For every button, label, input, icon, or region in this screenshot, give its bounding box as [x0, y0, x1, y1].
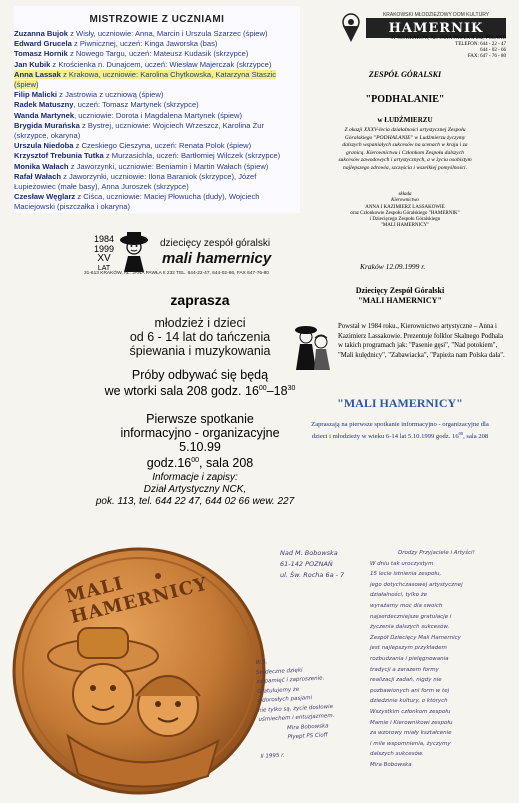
kids-mascot-icon	[292, 322, 334, 372]
hamernik-body: Z okazji XXXV-lecia działalności artystycznej Zespołu Góralskiego "PODHALANIE" w Ludźmierzu życzymy dalszych wspaniałych sukcesów na scenach w kraju i za granicą. Kierownictwu i Członkom Zespołu dalszych sukcesów zawodowych i artystycznych, a w życiu osobistym najlepszego zdrowia, szczęścia i wszelkiej pomyślności.	[338, 127, 472, 171]
hamernik-top-small: KRAKOWSKI MŁODZIEŻOWY DOM KULTURY	[382, 12, 490, 18]
mali-invite-sup: 00	[458, 431, 464, 436]
note-left-4: Gratulujemy że	[256, 686, 300, 695]
master-name: Brygida Murańska	[14, 120, 80, 130]
master-entry	[14, 172, 300, 192]
note-right-line: najserdeczniejsze gratulacje i	[370, 613, 452, 620]
note-left-6: nie tylko są, życie dosłowie	[257, 703, 334, 714]
note-right-line: Zespół Dziecięcy Mali Hamernicy	[370, 634, 461, 641]
note-right-line: dalszych sukcesów.	[370, 751, 424, 758]
master-entry	[14, 39, 300, 49]
master-entry	[14, 162, 300, 172]
poster-m4b: , sala 208	[199, 456, 254, 471]
masters-lines	[14, 29, 300, 213]
note-right-line: Mamie i Kierownikowi zespołu	[370, 719, 453, 726]
master-entry	[14, 111, 300, 121]
master-students: z Nowego Targu, uczeń: Mateusz Kudasik (skrzypce)	[67, 49, 249, 59]
hamernik-letter	[330, 12, 510, 282]
poster-i2: Dział Artystyczny NCK,	[143, 484, 247, 495]
master-name: Filip Malicki	[14, 90, 58, 100]
master-name: Wanda Martynek	[14, 110, 75, 120]
master-students: , uczeń: Tomasz Martynek (skrzypce)	[73, 100, 199, 110]
master-students: z Ciśca, uczniowie: Maciej Płowucha (dudy), Wojciech Maciejowski (piszczałka i okaryna)	[14, 192, 260, 212]
poster-p2	[80, 382, 320, 398]
note-left-10: II 1995 r.	[260, 752, 285, 760]
poster-m4	[80, 454, 320, 470]
note-addr-3: ul. Św. Rocha 6a - 7	[280, 571, 345, 579]
poster	[10, 222, 320, 532]
note-right-line: działalności, tylko że	[370, 592, 428, 599]
note-right-line: W dniu tak uroczystym	[370, 560, 434, 567]
medal-image	[8, 536, 270, 798]
master-entry	[14, 141, 300, 151]
master-entry	[14, 90, 300, 100]
poster-m2: informacyjno - organizacyjne	[120, 426, 280, 440]
master-students: z Jaworzynki, uczniowie: Ilona Baraniok (skrzypce), Józef Łupieżowiec (małe basy), Anna Juroszek (skrzypce)	[14, 171, 257, 192]
master-name: Krzysztof Trebunia Tutka	[14, 151, 104, 161]
hamernik-sign2: oraz Członkowie Zespołu Góralskiego "HAMERNIK"	[350, 211, 460, 216]
masters-title: MISTRZOWIE Z UCZNIAMI	[89, 14, 225, 25]
master-entry	[14, 29, 300, 39]
master-entry	[14, 192, 300, 212]
hamernik-sign3: i Dziecięcego Zespołu Góralskiego	[369, 217, 441, 222]
master-name: Zuzanna Bujok	[14, 29, 69, 38]
note-right-line: Mira Bobowska	[370, 761, 412, 768]
poster-rehearsal	[80, 368, 320, 398]
master-entry	[14, 49, 300, 59]
poster-m4-text: godz.16	[146, 456, 192, 471]
master-name: Urszula Niedoba	[14, 141, 74, 151]
mali-invite-text: Zapraszają na pierwsze spotkanie informacyjno - organizacyjne dla dzieci i młodzieży w wieku 6-14 lat 5.10.1999 godz. 16	[311, 421, 489, 441]
poster-i1: Informacje i zapisy:	[152, 472, 238, 483]
hamernik-heading2: "PODHALANIE"	[365, 94, 445, 105]
poster-m4-sup: 00	[191, 457, 200, 464]
note-addr-1: Nad M. Bobowska	[280, 549, 338, 557]
poster-l3: śpiewania i muzykowania	[129, 344, 271, 358]
poster-years-end: 1999	[93, 244, 115, 254]
master-entry	[14, 70, 300, 90]
note-right-line: realizacji zadań, nigdy nie	[370, 677, 442, 684]
master-entry	[14, 100, 300, 110]
note-right-line: życzenia dalszych sukcesów.	[370, 624, 450, 631]
poster-org1: dziecięcy zespół góralski	[160, 238, 271, 249]
notes-left	[255, 653, 372, 762]
poster-p2b: –18	[266, 384, 288, 399]
note-left-5: z dorosłych pasjami	[257, 695, 313, 704]
hamernik-date: Kraków 12.09.1999 r.	[360, 262, 426, 271]
mali-title1: Dziecięcy Zespół Góralski	[355, 286, 445, 295]
mali-big: "MALI HAMERNICY"	[337, 396, 463, 410]
note-left-8: Mira Bobowska	[286, 722, 329, 731]
note-left-3: za pamięć i zaproszenie.	[256, 675, 325, 685]
mali-invite	[310, 420, 490, 441]
note-right-line: Wszystkim członkom zespołu	[370, 708, 451, 715]
poster-l2: od 6 - 14 lat do tańczenia	[129, 330, 271, 344]
master-name: Anna Lassak	[14, 69, 61, 79]
master-name: Tomasz Hornik	[14, 49, 68, 59]
note-right-line: rozbudzania i pielęgnowania	[370, 655, 449, 662]
mali-invite-b: , sala 208	[463, 433, 489, 441]
master-students: z Jaworzynki, uczniowie: Beniamin i Martin Wałach (śpiew)	[68, 161, 269, 171]
note-right-line: tradycji a zarazem formy	[370, 666, 439, 673]
master-students: z Czeskiego Cieszyna, uczeń: Renata Polok (śpiew)	[73, 141, 252, 151]
poster-address: 31-613 KRAKÓW, AL. JANA PAWŁA II 232 TEL. 644-22-47, 644-02-66, FAX 647-76-80	[84, 271, 269, 276]
boy-mascot-icon	[116, 230, 152, 274]
note-right-line: dziedzinie kultury, o których	[370, 698, 448, 705]
poster-m3: 5.10.99	[179, 440, 221, 454]
poster-roman: XV	[97, 253, 111, 264]
hamernik-name	[366, 18, 506, 38]
poster-p2-text: we wtorki sala 208 godz. 16	[104, 384, 259, 399]
master-students: z Krościenka n. Dunajcem, uczeń: Wiesław Majerczak (skrzypce)	[50, 59, 272, 69]
note-right-line: 15 lecie istnienia zespołu,	[370, 571, 442, 578]
note-right-line: pozbawionych ani form w tej	[370, 687, 450, 694]
poster-i3: pok. 113, tel. 644 22 47, 644 02 66 wew. 227	[95, 496, 295, 507]
note-right-line: za wzorowy miały kształcenie	[370, 730, 452, 737]
note-right-line: jego dotychczasowej artystycznej	[370, 581, 463, 588]
note-left-7: uśmiechem i entuzjazmem.	[258, 712, 335, 723]
masters-list	[14, 6, 300, 213]
poster-p2-sup: 00	[258, 385, 267, 392]
poster-org2: mali hamernicy	[162, 250, 272, 267]
master-name: Edward Grucela	[14, 39, 72, 49]
master-name: Monika Wałach	[14, 161, 69, 171]
hamernik-fax: FAX: 647 - 76 - 80	[467, 54, 506, 59]
poster-m1: Pierwsze spotkanie	[146, 412, 254, 426]
medal-text: MALI HAMERNICY	[63, 572, 211, 628]
hamernik-sign1: ANNA I KAZIMIERZ LASSAKOWIE	[365, 205, 445, 210]
poster-invites: zaprasza	[170, 292, 230, 308]
master-students: z Murzasichla, uczeń: Bartłomiej Wilczek (skrzypce)	[103, 151, 281, 161]
poster-years-start: 1984	[93, 234, 115, 244]
hamernik-sign4: "MALI HAMERNICY"	[380, 223, 430, 228]
mali-body: Powstał w 1984 roku., Kierownictwo artystyczne – Anna i Kazimierz Lassakowie. Prezentuje folklor Skalnego Podhala w takich programach jak: "Pasenie gęsi", "Nad potokiem", "Mali kulędnicy", "Zabawiacka", "Papieża nam Polska dała".	[338, 323, 505, 359]
master-name: Radek Matuszny	[14, 100, 74, 110]
master-entry	[14, 151, 300, 161]
poster-p2-sup2: 30	[287, 385, 296, 392]
master-students: z Wisły, uczniowie: Anna, Marcin i Urszula Szarzec (śpiew)	[68, 29, 268, 38]
note-right-line: Drodzy Przyjaciele i Artyści!	[398, 550, 475, 556]
master-entry	[14, 121, 300, 141]
notes-right	[370, 548, 516, 770]
note-right-line: i mile wspomnienia, życzymy	[370, 740, 451, 747]
note-addr-2: 61-142 POZNAŃ	[280, 560, 333, 568]
poster-l1: młodzież i dzieci	[154, 316, 246, 330]
hamernik-sign-label: składa	[398, 192, 412, 197]
poster-who	[80, 316, 320, 358]
poster-p1: Próby odbywać się będą	[131, 368, 269, 382]
note-right-line: wyrażamy moc dla swoich	[370, 602, 443, 609]
hamernik-sign-label2: Kierownictwo	[391, 198, 419, 203]
hamernik-logo-icon	[338, 12, 364, 46]
master-students: z Jastrowia z uczniową (śpiew)	[57, 90, 164, 100]
poster-info	[50, 472, 340, 508]
note-left-2: Serdeczne dzięki	[255, 667, 303, 676]
poster-lat: LAT	[97, 265, 111, 272]
master-students: z Krakowa, uczniowie: Karolina Chytkowska, Katarzyna Staszic (śpiew)	[14, 69, 277, 90]
note-right-line: jest najlepszym przykładem	[370, 645, 447, 652]
master-entry	[14, 60, 300, 70]
mali-title2: "MALI HAMERNICY"	[358, 296, 442, 305]
master-students: , uczniowie: Dorota i Magdalena Martynek (śpiew)	[74, 110, 243, 120]
hamernik-phone2: 644 - 02 - 66	[480, 48, 506, 53]
master-students: z Piwnicznej, uczeń: Kinga Jaworska (bas)	[71, 39, 218, 49]
poster-meeting	[80, 412, 320, 470]
master-name: Czesław Węglarz	[14, 192, 76, 202]
note-left-1: W.S.	[255, 659, 268, 666]
master-students: z Bystrej, uczniowie: Wojciech Wrzeszcz, Karolina Żur (skrzypce, okaryna)	[14, 120, 264, 141]
notes-address	[280, 548, 344, 581]
hamernik-heading3: w ŁUDŹMIERZU	[377, 116, 433, 124]
hamernik-address: 31-613 KRAKÓW, AL. JANA PAWŁA II 232, POLAND	[390, 36, 506, 41]
master-name: Rafał Wałach	[14, 171, 61, 181]
note-left-9: Płyept PS Cioff	[287, 732, 328, 741]
hamernik-name-text: HAMERNIK	[388, 21, 484, 36]
hamernik-heading1: ZESPÓŁ GÓRALSKI	[368, 70, 442, 79]
hamernik-phone: TELEFON: 644 - 22 - 47	[455, 42, 506, 47]
master-name: Jan Kubik	[14, 59, 51, 69]
